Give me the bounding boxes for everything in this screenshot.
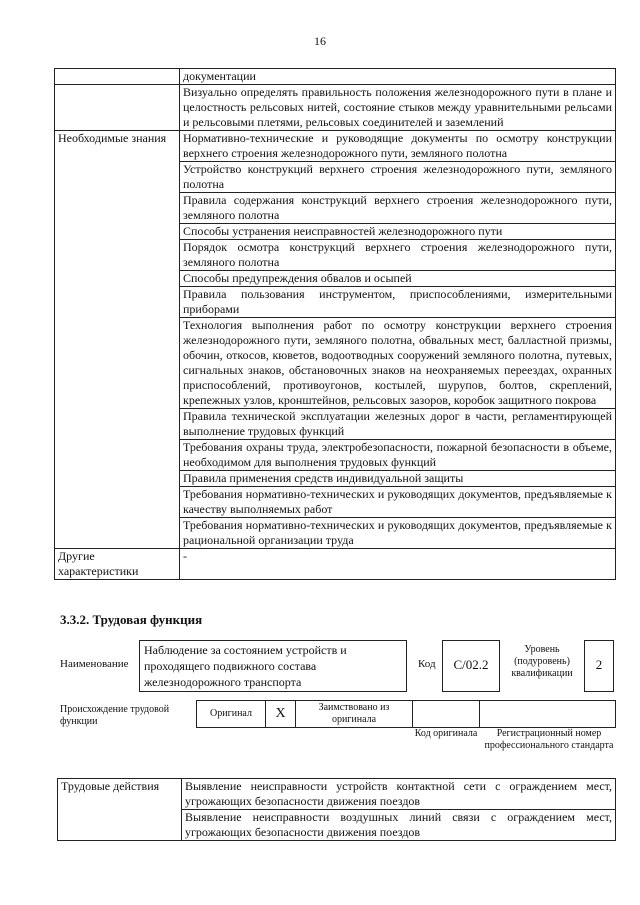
table-cell: Правила применения средств индивидуальной защиты xyxy=(180,471,616,487)
table-cell: Способы устранения неисправностей железнодорожного пути xyxy=(180,224,616,240)
table-cell: Устройство конструкций верхнего строения железнодорожного пути, земляного полотна xyxy=(180,162,616,193)
reg-number-label: Регистрационный номер профессионального стандарта xyxy=(484,728,614,751)
labor-actions-table xyxy=(57,778,616,841)
table-cell: документации xyxy=(180,69,616,85)
table-cell: Требования нормативно-технических и руководящих документов, предъявляемые к качеству выполняемых работ xyxy=(180,487,616,518)
borrowed-label-box: Заимствовано из оригинала xyxy=(295,700,413,728)
table-cell: Требования охраны труда, электробезопасности, пожарной безопасности в объеме, необходимом для выполнения трудовых функций xyxy=(180,440,616,471)
table-cell: Порядок осмотра конструкций верхнего строения железнодорожного пути, земляного полотна xyxy=(180,240,616,271)
function-name-box: Наблюдение за состоянием устройств и проходящего подвижного состава железнодорожного транспорта xyxy=(139,640,407,692)
table-cell: Правила пользования инструментом, приспособлениями, измерительными приборами xyxy=(180,287,616,318)
labor-actions-label: Трудовые действия xyxy=(58,779,182,841)
table-cell: Правила содержания конструкций верхнего строения железнодорожного пути, земляного полотна xyxy=(180,193,616,224)
code-original-label: Код оригинала xyxy=(414,728,478,739)
code-original-box xyxy=(412,700,480,728)
empty-label-cell xyxy=(55,85,180,131)
origin-label: Происхождение трудовой функции xyxy=(60,704,170,727)
original-label-box: Оригинал xyxy=(196,700,266,728)
other-characteristics-label: Другие характеристики xyxy=(55,549,180,580)
level-value-box: 2 xyxy=(584,640,614,692)
level-label: Уровень (подуровень) квалификации xyxy=(511,644,573,679)
section-heading: 3.3.2. Трудовая функция xyxy=(60,612,203,627)
table-cell: Нормативно-технические и руководящие документы по осмотру конструкции верхнего строения железнодорожного пути, земляного полотна xyxy=(180,131,616,162)
table-cell: Технология выполнения работ по осмотру конструкции верхнего строения железнодорожного пути, земляного полотна, обвальных мест, балластной призмы, обочин, откосов, кюветов, водоотводных сооружений земляного полотна, путевых, сигнальных знаков, обстановочных знаков на неохраняемых переездах, охранных приспособлений, противоугонов, костылей, шурупов, болтов, скреплений, крепежных узлов, кронштейнов, рельсовых зазоров, коробок защитного покрова xyxy=(180,318,616,409)
knowledge-label: Необходимые знания xyxy=(55,131,180,549)
table-cell: Требования нормативно-технических и руководящих документов, предъявляемые к рациональной организации труда xyxy=(180,518,616,549)
table-row xyxy=(58,779,616,810)
other-characteristics-value: - xyxy=(180,549,616,580)
table-row xyxy=(55,131,616,162)
table-cell: Выявление неисправности устройств контактной сети с ограждением мест, угрожающих безопасности движения поездов xyxy=(182,779,616,810)
table-row xyxy=(55,85,616,131)
empty-label-cell xyxy=(55,69,180,85)
knowledge-table xyxy=(54,68,616,580)
page-number: 16 xyxy=(314,34,326,48)
table-cell: Визуально определять правильность положения железнодорожного пути в плане и целостность рельсовых нитей, состояние стыков между уравнительными рельсами и рельсовыми плетями, рельсовых соединителей и заземлений xyxy=(180,85,616,131)
code-value-box: C/02.2 xyxy=(442,640,500,692)
original-mark-box: X xyxy=(265,700,296,728)
reg-number-box xyxy=(479,700,616,728)
table-cell: Выявление неисправности воздушных линий связи с ограждением мест, угрожающих безопасности движения поездов xyxy=(182,810,616,841)
table-row xyxy=(55,549,616,580)
table-cell: Способы предупреждения обвалов и осыпей xyxy=(180,271,616,287)
code-label: Код xyxy=(418,658,436,670)
table-row xyxy=(55,69,616,85)
table-cell: Правила технической эксплуатации железных дорог в части, регламентирующей выполнение трудовых функций xyxy=(180,409,616,440)
name-label: Наименование xyxy=(60,658,129,670)
